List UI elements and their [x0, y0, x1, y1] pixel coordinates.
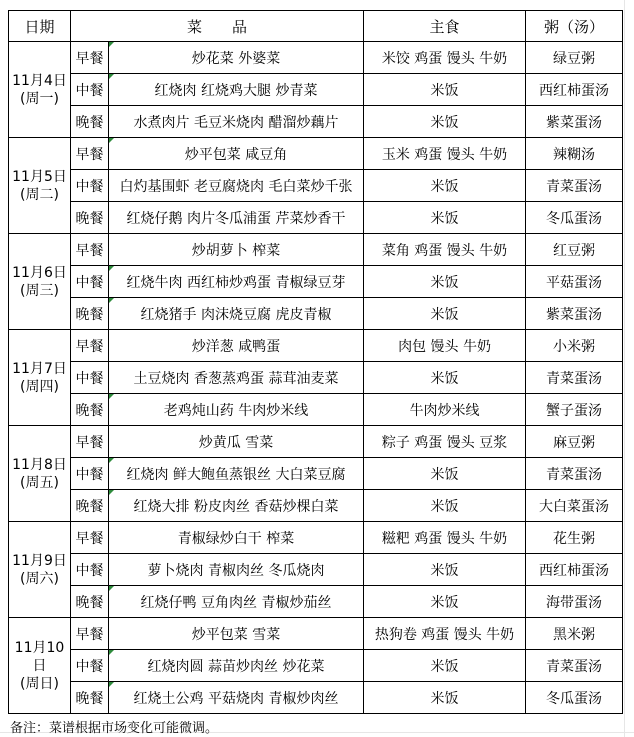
soup-cell[interactable]: 西红柿蛋汤: [526, 74, 623, 106]
dishes-cell[interactable]: 红烧猪手 肉沫烧豆腐 虎皮青椒: [109, 298, 364, 330]
meal-cell[interactable]: 中餐: [71, 74, 109, 106]
staple-cell[interactable]: 牛肉炒米线: [364, 394, 526, 426]
soup-cell[interactable]: 红豆粥: [526, 234, 623, 266]
table-row: [9, 74, 623, 106]
dishes-cell[interactable]: 炒胡萝卜 榨菜: [109, 234, 364, 266]
meal-cell[interactable]: 早餐: [71, 618, 109, 650]
soup-cell[interactable]: 海带蛋汤: [526, 586, 623, 618]
header-soup[interactable]: 粥（汤）: [526, 11, 623, 42]
staple-cell[interactable]: 米饭: [364, 458, 526, 490]
staple-cell[interactable]: 米饭: [364, 170, 526, 202]
weekday-label: (周四): [20, 378, 59, 395]
date-cell[interactable]: [9, 522, 71, 618]
table-row: [9, 362, 623, 394]
meal-cell[interactable]: 中餐: [71, 362, 109, 394]
meal-cell[interactable]: 中餐: [71, 458, 109, 490]
dishes-cell[interactable]: 老鸡炖山药 牛肉炒米线: [109, 394, 364, 426]
meal-cell[interactable]: 中餐: [71, 650, 109, 682]
table-row: [9, 650, 623, 682]
meal-cell[interactable]: 早餐: [71, 234, 109, 266]
date-label: 11月4日: [12, 72, 67, 89]
soup-cell[interactable]: 青菜蛋汤: [526, 650, 623, 682]
date-cell[interactable]: [9, 618, 71, 714]
date-cell[interactable]: [9, 426, 71, 522]
weekday-label: (周五): [20, 474, 59, 491]
meal-cell[interactable]: 晚餐: [71, 586, 109, 618]
meal-cell[interactable]: 早餐: [71, 426, 109, 458]
date-label: 11月8日: [12, 456, 67, 473]
soup-cell[interactable]: 青菜蛋汤: [526, 458, 623, 490]
soup-cell[interactable]: 绿豆粥: [526, 42, 623, 74]
dishes-cell[interactable]: 炒平包菜 雪菜: [109, 618, 364, 650]
meal-cell[interactable]: 中餐: [71, 170, 109, 202]
meal-cell[interactable]: 晚餐: [71, 106, 109, 138]
table-row: [9, 138, 623, 170]
staple-cell[interactable]: 米饭: [364, 74, 526, 106]
date-label: 11月7日: [12, 360, 67, 377]
weekday-label: (周三): [20, 282, 59, 299]
dishes-cell[interactable]: 炒洋葱 咸鸭蛋: [109, 330, 364, 362]
soup-cell[interactable]: 花生粥: [526, 522, 623, 554]
weekday-label: (周日): [20, 675, 59, 692]
soup-cell[interactable]: 平菇蛋汤: [526, 266, 623, 298]
meal-cell[interactable]: 早餐: [71, 522, 109, 554]
soup-cell[interactable]: 辣糊汤: [526, 138, 623, 170]
table-row: [9, 618, 623, 650]
staple-cell[interactable]: 粽子 鸡蛋 馒头 豆浆: [364, 426, 526, 458]
table-row: [9, 586, 623, 618]
soup-cell[interactable]: 青菜蛋汤: [526, 362, 623, 394]
dishes-cell[interactable]: 红烧牛肉 西红柿炒鸡蛋 青椒绿豆芽: [109, 266, 364, 298]
soup-cell[interactable]: 黑米粥: [526, 618, 623, 650]
dishes-cell[interactable]: 红烧肉 鲜大鲍鱼蒸银丝 大白菜豆腐: [109, 458, 364, 490]
staple-cell[interactable]: 米饭: [364, 682, 526, 714]
table-row: [9, 490, 623, 522]
staple-cell[interactable]: 热狗卷 鸡蛋 馒头 牛奶: [364, 618, 526, 650]
dishes-cell[interactable]: 红烧大排 粉皮肉丝 香菇炒棵白菜: [109, 490, 364, 522]
meal-cell[interactable]: 早餐: [71, 42, 109, 74]
weekday-label: (周二): [20, 186, 59, 203]
dishes-cell[interactable]: 萝卜烧肉 青椒肉丝 冬瓜烧肉: [109, 554, 364, 586]
table-row: [9, 682, 623, 714]
meal-cell[interactable]: 晚餐: [71, 682, 109, 714]
staple-cell[interactable]: 米饭: [364, 586, 526, 618]
date-cell[interactable]: [9, 234, 71, 330]
dishes-cell[interactable]: 红烧肉 红烧鸡大腿 炒青菜: [109, 74, 364, 106]
dishes-cell[interactable]: 土豆烧肉 香葱蒸鸡蛋 蒜茸油麦菜: [109, 362, 364, 394]
table-row: [9, 330, 623, 362]
date-label: 11月5日: [12, 168, 67, 185]
staple-cell[interactable]: 米饭: [364, 362, 526, 394]
dishes-cell[interactable]: 炒花菜 外婆菜: [109, 42, 364, 74]
table-row: [9, 458, 623, 490]
table-row: [9, 42, 623, 74]
meal-cell[interactable]: 晚餐: [71, 202, 109, 234]
table-row: [9, 266, 623, 298]
dishes-cell[interactable]: 红烧仔鹅 肉片冬瓜浦蛋 芹菜炒香干: [109, 202, 364, 234]
soup-cell[interactable]: 麻豆粥: [526, 426, 623, 458]
dishes-cell[interactable]: 炒平包菜 咸豆角: [109, 138, 364, 170]
table-row: [9, 202, 623, 234]
meal-cell[interactable]: 早餐: [71, 138, 109, 170]
soup-cell[interactable]: 冬瓜蛋汤: [526, 682, 623, 714]
meal-cell[interactable]: 早餐: [71, 330, 109, 362]
soup-cell[interactable]: 冬瓜蛋汤: [526, 202, 623, 234]
meal-cell[interactable]: 晚餐: [71, 490, 109, 522]
table-row: [9, 394, 623, 426]
meal-cell[interactable]: 中餐: [71, 266, 109, 298]
staple-cell[interactable]: 菜角 鸡蛋 馒头 牛奶: [364, 234, 526, 266]
table-row: [9, 298, 623, 330]
header-date[interactable]: 日期: [9, 11, 71, 42]
staple-cell[interactable]: 玉米 鸡蛋 馒头 牛奶: [364, 138, 526, 170]
dishes-cell[interactable]: 红烧土公鸡 平菇烧肉 青椒炒肉丝: [109, 682, 364, 714]
weekday-label: (周一): [20, 90, 59, 107]
table-row: [9, 522, 623, 554]
soup-cell[interactable]: 紫菜蛋汤: [526, 106, 623, 138]
weekly-menu-table: [8, 10, 623, 714]
staple-cell[interactable]: 米饭: [364, 106, 526, 138]
soup-cell[interactable]: 紫菜蛋汤: [526, 298, 623, 330]
header-row: [9, 11, 623, 42]
staple-cell[interactable]: 米饭: [364, 202, 526, 234]
staple-cell[interactable]: 糍粑 鸡蛋 馒头 牛奶: [364, 522, 526, 554]
table-row: [9, 426, 623, 458]
date-cell[interactable]: [9, 42, 71, 138]
date-cell[interactable]: [9, 138, 71, 234]
table-row: [9, 554, 623, 586]
dishes-cell[interactable]: 水煮肉片 毛豆米烧肉 醋溜炒藕片: [109, 106, 364, 138]
soup-cell[interactable]: 蟹子蛋汤: [526, 394, 623, 426]
table-row: [9, 106, 623, 138]
footnote: 备注：菜谱根据市场变化可能微调。: [10, 721, 219, 736]
date-label: 11月9日: [12, 552, 67, 569]
dishes-cell[interactable]: 青椒绿炒白干 榨菜: [109, 522, 364, 554]
date-label: 11月10日: [14, 639, 65, 674]
table-row: [9, 234, 623, 266]
weekday-label: (周六): [20, 570, 59, 587]
dishes-cell[interactable]: 炒黄瓜 雪菜: [109, 426, 364, 458]
dishes-cell[interactable]: 红烧肉圆 蒜苗炒肉丝 炒花菜: [109, 650, 364, 682]
soup-cell[interactable]: 青菜蛋汤: [526, 170, 623, 202]
menu-body: [9, 42, 623, 714]
meal-cell[interactable]: 晚餐: [71, 394, 109, 426]
staple-cell[interactable]: 米饭: [364, 266, 526, 298]
staple-cell[interactable]: 米饭: [364, 490, 526, 522]
soup-cell[interactable]: 大白菜蛋汤: [526, 490, 623, 522]
meal-cell[interactable]: 中餐: [71, 554, 109, 586]
soup-cell[interactable]: 西红柿蛋汤: [526, 554, 623, 586]
table-row: [9, 170, 623, 202]
date-cell[interactable]: [9, 330, 71, 426]
dishes-cell[interactable]: 红烧仔鸭 豆角肉丝 青椒炒茄丝: [109, 586, 364, 618]
staple-cell[interactable]: 米饭: [364, 650, 526, 682]
date-label: 11月6日: [12, 264, 67, 281]
staple-cell[interactable]: 米饭: [364, 554, 526, 586]
staple-cell[interactable]: 米饺 鸡蛋 馒头 牛奶: [364, 42, 526, 74]
header-dishes[interactable]: 菜 品: [71, 11, 364, 42]
meal-cell[interactable]: 晚餐: [71, 298, 109, 330]
dishes-cell[interactable]: 白灼基围虾 老豆腐烧肉 毛白菜炒千张: [109, 170, 364, 202]
header-staple[interactable]: 主食: [364, 11, 526, 42]
soup-cell[interactable]: 小米粥: [526, 330, 623, 362]
staple-cell[interactable]: 米饭: [364, 298, 526, 330]
staple-cell[interactable]: 肉包 馒头 牛奶: [364, 330, 526, 362]
grid-line: [624, 0, 625, 737]
